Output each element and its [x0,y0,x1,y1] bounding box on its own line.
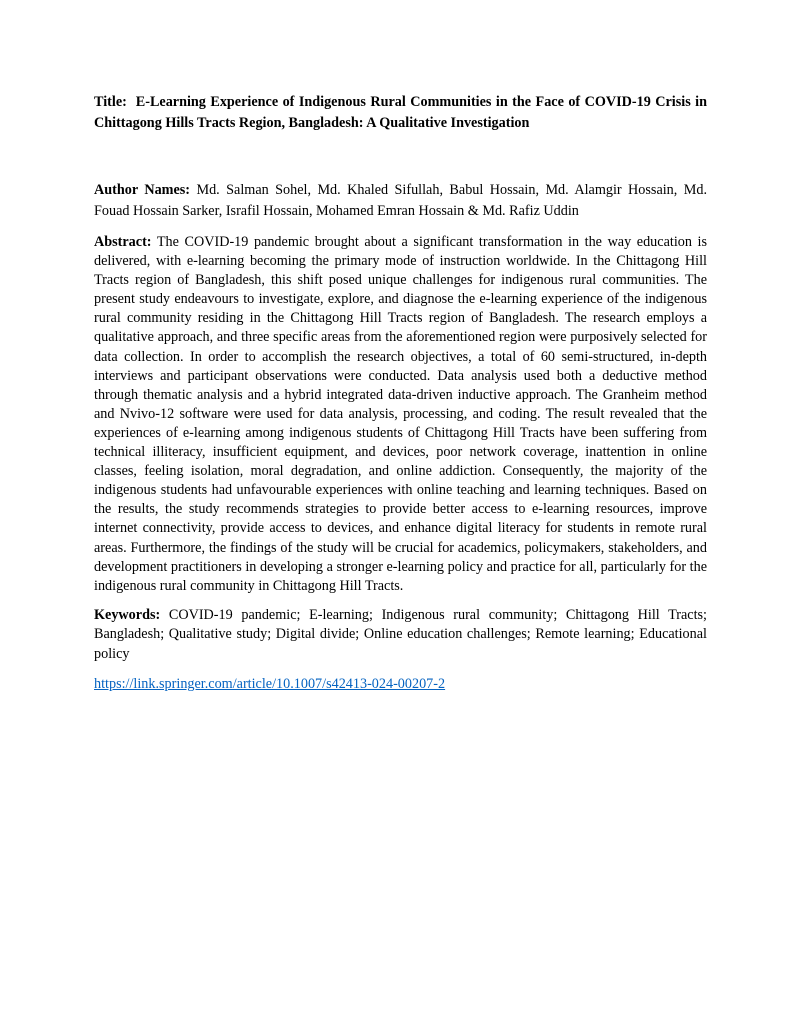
authors-paragraph [94,180,707,222]
abstract-label: Abstract: [94,234,152,250]
title-paragraph [94,92,707,134]
paper-title: E-Learning Experience of Indigenous Rural Communities in the Face of COVID-19 Crisis in Chittagong Hills Tracts Region, Bangladesh: A Qualitative Investigation [94,94,708,131]
author-list: Md. Salman Sohel, Md. Khaled Sifullah, Babul Hossain, Md. Alamgir Hossain, Md. Fouad Hossain Sarker, Israfil Hossain, Mohamed Emran Hossain & Md. Rafiz Uddin [94,182,708,219]
abstract-paragraph [94,233,707,596]
keywords-paragraph [94,606,707,665]
authors-label: Author Names: [94,182,191,198]
title-label: Title: [94,94,127,110]
article-link[interactable]: https://link.springer.com/article/10.1007/s42413-024-00207-2 [94,676,446,693]
abstract-text: The COVID-19 pandemic brought about a significant transformation in the way education is delivered, with e-learning becoming the primary mode of instruction worldwide. In the Chittagong Hill Tracts region of Bangladesh, this shift posed unique challenges for indigenous rural communities. The present study endeavours to investigate, explore, and diagnose the e-learning experience of the indigenous rural community residing in the Chittagong Hill Tracts region of Bangladesh. The research employs a qualitative approach, and three specific areas from the aforementioned region were purposively selected for data collection. In order to accomplish the research objectives, a total of 60 semi-structured, in-depth interviews and participant observations were conducted. Data analysis used both a deductive method through thematic analysis and a hybrid integrated data-driven inductive approach. The Granheim method and Nvivo-12 software were used for data analysis, processing, and coding. The result revealed that the experiences of e-learning among indigenous students of Chittagong Hill Tracts have been suffering from technical illiteracy, insufficient equipment, and devices, poor network coverage, inattention in online classes, feeling isolation, moral degradation, and online addiction. Consequently, the majority of the indigenous students had unfavourable experiences with online teaching and learning techniques. Based on the results, the study recommends strategies to provide better access to e-learning resources, improve internet connectivity, provide access to devices, and enhance digital literacy for students in remote rural areas. Furthermore, the findings of the study will be crucial for academics, policymakers, stakeholders, and development practitioners in developing a stronger e-learning policy and practice for all, particularly for the indigenous rural community in Chittagong Hill Tracts. [94,234,707,594]
link-paragraph [94,674,707,694]
keywords-label: Keywords: [94,606,161,623]
keywords-text: COVID-19 pandemic; E-learning; Indigenous rural community; Chittagong Hill Tracts; Bangladesh; Qualitative study; Digital divide; Online education challenges; Remote learning; Educational policy [94,606,707,662]
document-page [94,92,707,694]
